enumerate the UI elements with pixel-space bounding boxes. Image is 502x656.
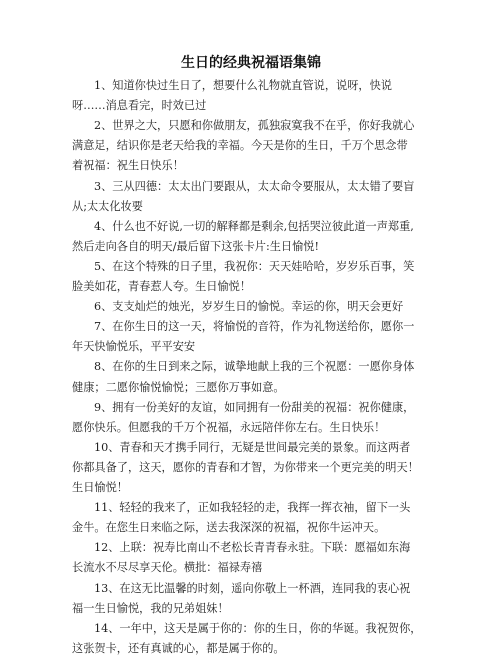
paragraph-line: 着祝福：祝生日快乐！ xyxy=(72,159,184,172)
paragraph-line: 9、拥有一份美好的友谊，如同拥有一份甜美的祝福：祝你健康， xyxy=(94,401,415,414)
paragraph-line: 4、什么也不好说,一切的解释都是剩余,包括哭泣彼此道一声郑重, xyxy=(94,220,414,233)
paragraph-line: 长流水不尽尽享天伦。横批：福禄寿禧 xyxy=(72,561,263,574)
paragraph-line: 满意足，结识你是老天给我的幸福。今天是你的生日，千万个思念带 xyxy=(72,139,408,152)
paragraph-line: 3、三从四德：太太出门要跟从，太太命令要服从，太太错了要盲 xyxy=(94,180,415,193)
paragraph-line: 呀……消息看完，时效已过 xyxy=(72,99,207,112)
paragraph-line: 7、在你生日的这一天，将愉悦的音符，作为礼物送给你，愿你一 xyxy=(94,320,415,333)
paragraph-line: 6、支支灿烂的烛光，岁岁生日的愉悦。幸运的你，明天会更好 xyxy=(94,300,404,313)
paragraph-line: 13、在这无比温馨的时刻，遥向你敬上一杯酒，连同我的衷心祝 xyxy=(94,582,411,595)
paragraph-line: 8、在你的生日到来之际，诚挚地献上我的三个祝愿：一愿你身体 xyxy=(94,360,415,373)
paragraph-line: 金牛。在您生日来临之际，送去我深深的祝福，祝你牛运冲天。 xyxy=(72,521,386,534)
paragraph-line: 你都具备了，这天，愿你的青春和才智，为你带来一个更完美的明天！ xyxy=(72,461,419,474)
paragraph-line: 生日愉悦！ xyxy=(72,481,128,494)
paragraph-line: 年天快愉悦乐，平平安安 xyxy=(72,340,196,353)
paragraph-line: 12、上联：祝寿比南山不老松长青青春永驻。下联：愿福如东海 xyxy=(94,541,411,554)
paragraph-line: 11、轻轻的我来了，正如我轻轻的走，我挥一挥衣袖，留下一头 xyxy=(94,501,411,514)
paragraph-line: 福一生日愉悦，我的兄弟姐妹！ xyxy=(72,602,229,615)
paragraph-line: 14、一年中，这天是属于你的：你的生日，你的华诞。我祝贺你， xyxy=(94,622,422,635)
paragraph-line: 5、在这个特殊的日子里，我祝你：天天娃哈哈，岁岁乐百事，笑 xyxy=(94,260,415,273)
paragraph-line: 愿你快乐。但愿我的千万个祝福，永远陪伴你左右。生日快乐！ xyxy=(72,421,386,434)
paragraph-line: 从;太太化妆要 xyxy=(72,200,143,213)
paragraph-line: 1、知道你快过生日了，想要什么礼物就直管说，说呀，快说 xyxy=(94,79,392,92)
document-title: 生日的经典祝福语集锦 xyxy=(181,55,321,71)
paragraph-line: 健康；二愿你愉悦愉悦；三愿你万事如意。 xyxy=(72,381,285,394)
paragraph-line: 10、青春和天才携手同行，无疑是世间最完美的景象。而这两者 xyxy=(94,441,411,454)
paragraph-line: 2、世界之大，只愿和你做朋友，孤独寂寞我不在乎，你好我就心 xyxy=(94,119,415,132)
paragraph-line: 然后走向各自的明天/最后留下这张卡片:生日愉悦! xyxy=(72,240,319,253)
paragraph-line: 脸美如花，青春惹人夸。生日愉悦！ xyxy=(72,280,252,293)
paragraph-line: 这张贺卡，还有真诚的心，都是属于你的。 xyxy=(72,642,285,655)
